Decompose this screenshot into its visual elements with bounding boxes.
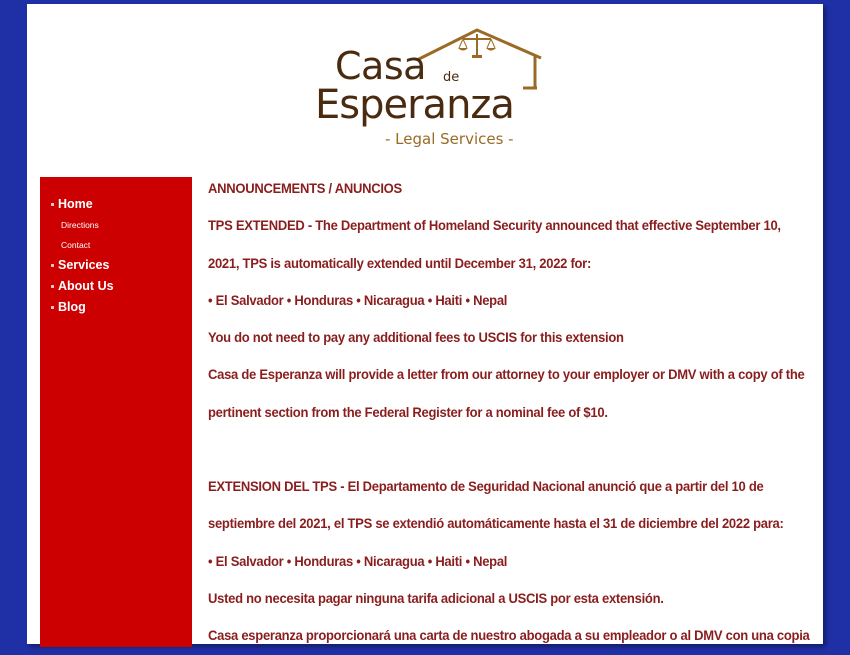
en-countries: • El Salvador • Honduras • Nicaragua • Haiti • Nepal — [208, 291, 508, 308]
es-countries: • El Salvador • Honduras • Nicaragua • Haiti • Nepal — [208, 552, 508, 569]
en-paragraph-line-1: TPS EXTENDED - The Department of Homeland Security announced that effective September 10, — [208, 217, 781, 234]
en-paragraph-line-2: 2021, TPS is automatically extended until December 31, 2022 for: — [208, 254, 592, 271]
sidebar-nav — [40, 177, 192, 647]
nav-menu — [40, 177, 192, 318]
spacer — [208, 431, 818, 468]
nav-item-services[interactable]: Services — [40, 255, 192, 276]
nav-subitem-contact[interactable]: Contact — [61, 240, 91, 250]
logo-esperanza-text: Esperanza — [315, 82, 514, 128]
en-fees: You do not need to pay any additional fees to USCIS for this extension — [208, 329, 624, 346]
main-content — [208, 170, 818, 655]
announcements-heading: ANNOUNCEMENTS / ANUNCIOS — [208, 180, 402, 196]
logo-de-text: de — [443, 70, 460, 85]
nav-item-about-us[interactable]: About Us — [40, 276, 192, 297]
en-letter-line-2: pertinent section from the Federal Register for a nominal fee of $10. — [208, 403, 608, 420]
site-logo[interactable] — [315, 26, 555, 154]
es-letter-line-1: Casa esperanza proporcionará una carta de nuestro abogada a su empleador o al DMV con una copia — [208, 627, 810, 644]
logo-casa-text: Casa — [335, 44, 426, 88]
es-fees: Usted no necesita pagar ninguna tarifa adicional a USCIS por esta extensión. — [208, 589, 664, 606]
page-container — [27, 4, 823, 644]
en-letter-line-1: Casa de Esperanza will provide a letter from our attorney to your employer or DMV with a copy of the — [208, 366, 805, 383]
nav-item-blog[interactable]: Blog — [40, 297, 192, 318]
nav-item-home[interactable]: Home — [40, 194, 192, 215]
nav-subitem-directions[interactable]: Directions — [61, 220, 99, 230]
logo-tagline: - Legal Services - — [385, 130, 514, 148]
es-paragraph-line-1: EXTENSION DEL TPS - El Departamento de Seguridad Nacional anunció que a partir del 10 de — [208, 478, 764, 495]
es-paragraph-line-2: septiembre del 2021, el TPS se extendió automáticamente hasta el 31 de diciembre del 2022 para: — [208, 515, 784, 532]
